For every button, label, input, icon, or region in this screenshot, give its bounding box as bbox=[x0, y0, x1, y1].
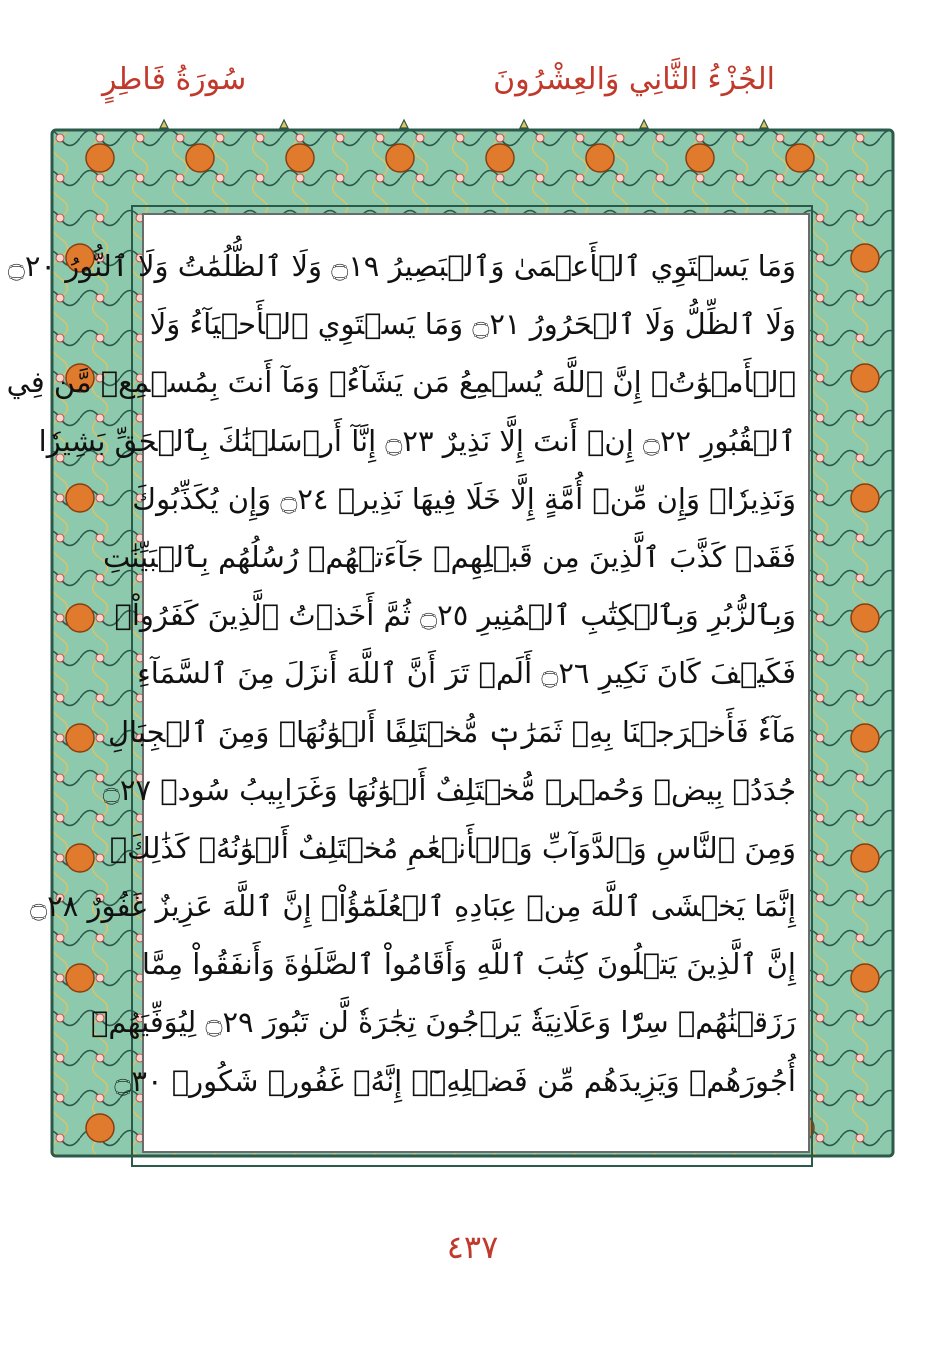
surah-title: سُورَةُ فَاطِرٍ bbox=[102, 62, 247, 97]
juz-title: الجُزْءُ الثَّانِي وَالعِشْرُونَ bbox=[493, 62, 775, 97]
verse-line: رَزَقۡنَٰهُمۡ سِرّٗا وَعَلَانِيَةٗ يَرۡجُونَ تِجَٰرَةٗ لَّن تَبُورَ ۝٢٩ لِيُوَفِّيَهُمۡ bbox=[91, 1005, 796, 1040]
page-number: ٤٣٧ bbox=[446, 1228, 499, 1266]
verse-line: وَمِنَ ٱلنَّاسِ وَٱلدَّوَآبِّ وَٱلۡأَنۡعَٰمِ مُخۡتَلِفٌ أَلۡوَٰنُهُۥ كَذَٰلِكَۗ bbox=[109, 830, 796, 865]
verse-line: وَمَا يَسۡتَوِي ٱلۡأَعۡمَىٰ وَٱلۡبَصِيرُ ۝١٩ وَلَا ٱلظُّلُمَٰتُ وَلَا ٱلنُّورُ ۝٢٠ bbox=[7, 249, 796, 283]
verse-line: وَنَذِيرٗاۚ وَإِن مِّنۡ أُمَّةٍ إِلَّا خَلَا فِيهَا نَذِيرٞ ۝٢٤ وَإِن يُكَذِّبُوكَ bbox=[132, 481, 796, 516]
verse-line: مَآءٗ فَأَخۡرَجۡنَا بِهِۦ ثَمَرَٰتٖ مُّخۡتَلِفًا أَلۡوَٰنُهَاۚ وَمِنَ ٱلۡجِبَالِ bbox=[107, 714, 796, 749]
verse-line: أُجُورَهُمۡ وَيَزِيدَهُم مِّن فَضۡلِهِۦٓۚ إِنَّهُۥ غَفُورٞ شَكُورٞ ۝٣٠ bbox=[114, 1063, 796, 1098]
verse-line: وَلَا ٱلظِّلُّ وَلَا ٱلۡحَرُورُ ۝٢١ وَمَا يَسۡتَوِي ٱلۡأَحۡيَآءُ وَلَا bbox=[149, 307, 796, 342]
verse-line: ٱلۡأَمۡوَٰتُۚ إِنَّ ٱللَّهَ يُسۡمِعُ مَن يَشَآءُۖ وَمَآ أَنتَ بِمُسۡمِعٖ مَّن فِي bbox=[6, 365, 796, 400]
verse-text-area bbox=[6, 213, 810, 1153]
verse-line: فَقَدۡ كَذَّبَ ٱلَّذِينَ مِن قَبۡلِهِمۡ جَآءَتۡهُمۡ رُسُلُهُم بِٱلۡبَيِّنَٰتِ bbox=[102, 539, 796, 574]
verse-line: وَبِٱلزُّبُرِ وَبِٱلۡكِتَٰبِ ٱلۡمُنِيرِ ۝٢٥ ثُمَّ أَخَذۡتُ ٱلَّذِينَ كَفَرُواْۖ bbox=[114, 598, 796, 633]
verse-line: إِنَّ ٱلَّذِينَ يَتۡلُونَ كِتَٰبَ ٱللَّهِ وَأَقَامُواْ ٱلصَّلَوٰةَ وَأَنفَقُواْ مِمَّا bbox=[141, 947, 796, 982]
verse-line: جُدَدُۢ بِيضٞ وَحُمۡرٞ مُّخۡتَلِفٌ أَلۡوَٰنُهَا وَغَرَابِيبُ سُودٞ ۝٢٧ bbox=[102, 772, 796, 807]
verse-line: ٱلۡقُبُورِ ۝٢٢ إِنۡ أَنتَ إِلَّا نَذِيرٌ ۝٢٣ إِنَّآ أَرۡسَلۡنَٰكَ بِٱلۡحَقِّ بَشِيرٗا bbox=[38, 423, 796, 458]
verse-line: فَكَيۡفَ كَانَ نَكِيرِ ۝٢٦ أَلَمۡ تَرَ أَنَّ ٱللَّهَ أَنزَلَ مِنَ ٱلسَّمَآءِ bbox=[137, 656, 796, 691]
verse-line: إِنَّمَا يَخۡشَى ٱللَّهَ مِنۡ عِبَادِهِ ٱلۡعُلَمَٰٓؤُاْۗ إِنَّ ٱللَّهَ عَزِيزٌ غَفُورٌ ۝٢٨ bbox=[30, 889, 796, 924]
